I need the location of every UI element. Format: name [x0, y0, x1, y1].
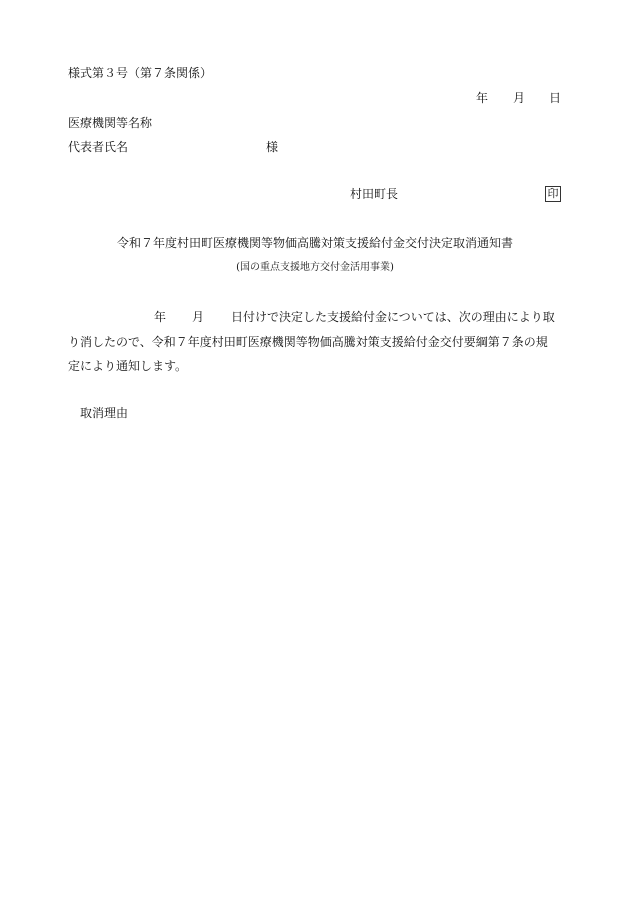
date-day-label: 日 [549, 91, 562, 105]
body-line1: 日付けで決定した支援給付金については、次の理由により取 [231, 310, 555, 324]
document-title: 令和７年度村田町医療機関等物価高騰対策支援給付金交付決定取消通知書 [116, 236, 513, 250]
institution-name-label: 医療機関等名称 [68, 116, 153, 130]
form-number: 様式第３号（第７条関係） [68, 66, 213, 80]
body-line3: 定により通知します。 [68, 359, 188, 373]
body-month-label: 月 [192, 310, 205, 324]
document-subtitle: (国の重点支援地方交付金活用事業) [236, 262, 394, 273]
date-year-label: 年 [476, 91, 489, 105]
seal-mark: 印 [545, 186, 561, 202]
body-year-label: 年 [154, 310, 167, 324]
sender-name: 村田町長 [350, 187, 399, 201]
cancellation-reason-label: 取消理由 [80, 406, 129, 420]
representative-name-label: 代表者氏名 [68, 140, 129, 154]
body-line2: り消したので、令和７年度村田町医療機関等物価高騰対策支援給付金交付要綱第７条の規 [68, 335, 548, 349]
honorific: 様 [266, 140, 279, 154]
date-month-label: 月 [513, 91, 526, 105]
